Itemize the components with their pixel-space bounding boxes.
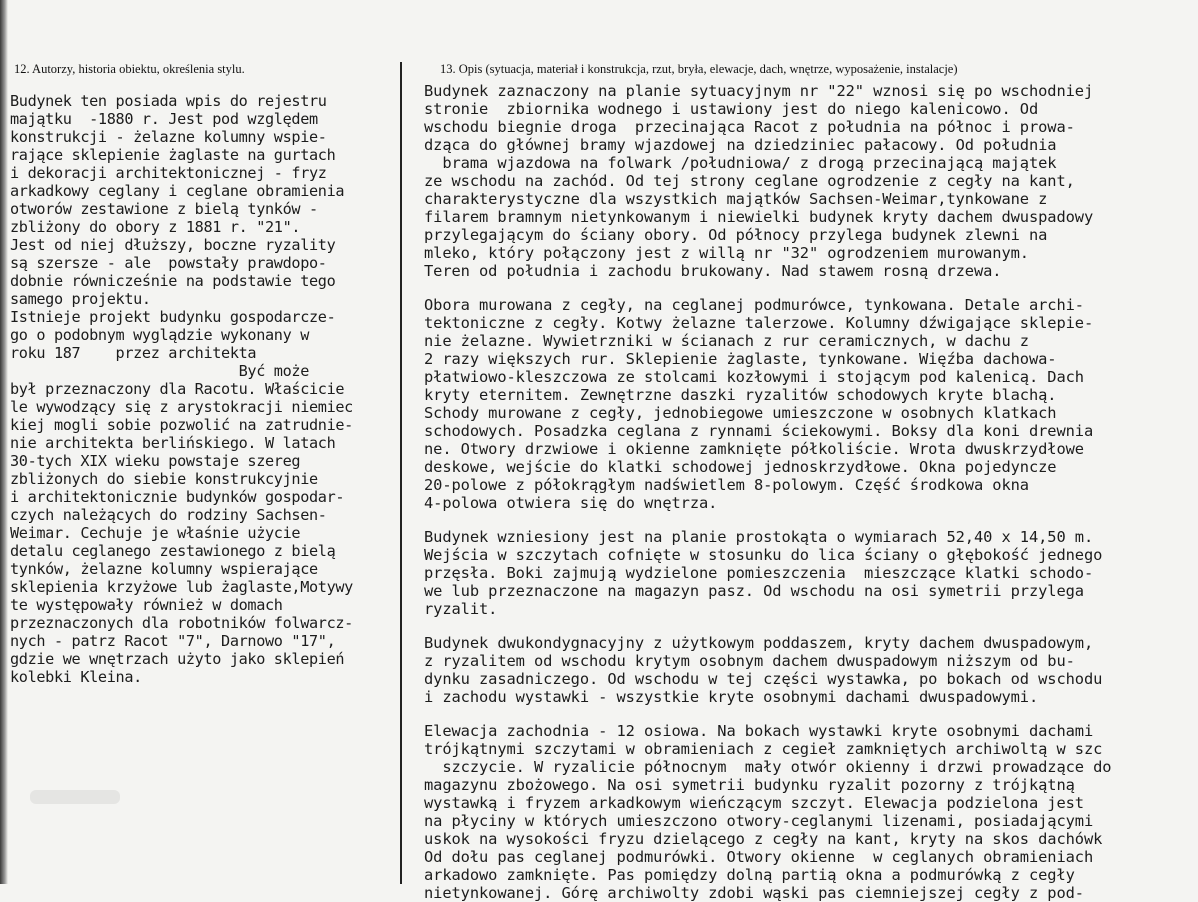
text-line: stronie zbiornika wodnego i ustawiony jest do niego kalenicowo. Od bbox=[424, 100, 1039, 118]
text-line: le wywodzący się z arystokracji niemiec bbox=[10, 398, 353, 416]
text-line: zbliżony do obory z 1881 r. "21". bbox=[10, 218, 301, 236]
text-line: przeznaczonych dla robotników folwarcz- bbox=[10, 614, 353, 632]
text-line: otworów zestawione z bielą tynków - bbox=[10, 200, 318, 218]
left-column-history-text bbox=[10, 92, 398, 686]
paragraph-gap bbox=[424, 280, 1198, 296]
paragraph bbox=[424, 296, 1198, 512]
paragraph-gap bbox=[424, 512, 1198, 528]
section-12-header: 12. Autorzy, historia obiektu, określenia stylu. bbox=[14, 62, 245, 76]
text-line: są szersze - ale powstały prawdopo- bbox=[10, 254, 327, 272]
section-13-header: 13. Opis (sytuacja, materiał i konstrukcja, rzut, bryła, elewacje, dach, wnętrze, wyposażenie, instalacje) bbox=[440, 62, 958, 76]
text-line: ryzalit. bbox=[424, 600, 498, 618]
text-line: wystawką i fryzem arkadkowym wieńczącym szczyt. Elewacja podzielona jest bbox=[424, 794, 1084, 812]
text-line: Od dołu pas ceglanej podmurówki. Otwory okienne w ceglanych obramieniach bbox=[424, 848, 1094, 866]
text-line: filarem bramnym nietynkowanym i niewielki budynek kryty dachem dwuspadowy bbox=[424, 208, 1094, 226]
text-line: kiej mogli sobie pozwolić na zatrudnie- bbox=[10, 416, 353, 434]
text-line: tektoniczne z cegły. Kotwy żelazne talerzowe. Kolumny dźwigające sklepie- bbox=[424, 314, 1094, 332]
text-line: płatwiowo-kleszczowa ze stolcami kozłowymi i stojącym pod kalenicą. Dach bbox=[424, 368, 1084, 386]
text-line: charakterystyczne dla wszystkich majątków Sachsen-Weimar,tynkowane z bbox=[424, 190, 1048, 208]
text-line: sklepienia krzyżowe lub żaglaste,Motywy bbox=[10, 578, 353, 596]
text-line: dobnie równicześnie na podstawie tego bbox=[10, 272, 336, 290]
paragraph bbox=[424, 634, 1198, 706]
text-line: Budynek dwukondygnacyjny z użytkowym poddaszem, kryty dachem dwuspadowym, bbox=[424, 634, 1094, 652]
text-line: i zachodu wystawki - wszystkie kryte osobnymi dachami dwuspadowymi. bbox=[424, 688, 1039, 706]
text-line: i dekoracji architektonicznej - fryz bbox=[10, 164, 327, 182]
text-line: 30-tych XIX wieku powstaje szereg bbox=[10, 452, 301, 470]
text-line: przylegającym do ściany obory. Od północy przylega budynek zlewni na bbox=[424, 226, 1048, 244]
right-column-description-text bbox=[424, 82, 1198, 902]
text-line: 4-polowa otwiera się do wnętrza. bbox=[424, 494, 718, 512]
text-line: i architektonicznie budynków gospodar- bbox=[10, 488, 345, 506]
text-line: te występowały również w domach bbox=[10, 596, 283, 614]
text-line: nietynkowanej. Górę archiwolty zdobi wąski pas ciemniejszej cegły z pod- bbox=[424, 884, 1084, 902]
column-divider bbox=[400, 62, 402, 884]
text-line: Jest od niej dłuższy, boczne ryzality bbox=[10, 236, 336, 254]
text-line: tynków, żelazne kolumny wspierające bbox=[10, 560, 318, 578]
text-line: Być może bbox=[10, 362, 309, 380]
text-line: arkadowo zamknięte. Pas pomiędzy dolną partią okna a podmurówką z cegły bbox=[424, 866, 1075, 884]
text-line: roku 187 przez architekta bbox=[10, 344, 257, 362]
text-line: szczycie. W ryzalicie północnym mały otwór okienny i drzwi prowadzące do bbox=[424, 758, 1112, 776]
text-line: deskowe, wejście do klatki schodowej jednoskrzydłowe. Okna pojedyncze bbox=[424, 458, 1057, 476]
text-line: go o podobnym wyglądzie wykonany w bbox=[10, 326, 309, 344]
paragraph-gap bbox=[424, 706, 1198, 722]
text-line: Budynek ten posiada wpis do rejestru bbox=[10, 92, 327, 110]
text-line: we lub przeznaczone na magazyn pasz. Od wschodu na osi symetrii przylega bbox=[424, 582, 1084, 600]
text-line: Obora murowana z cegły, na ceglanej podmurówce, tynkowana. Detale archi- bbox=[424, 296, 1084, 314]
text-line: 20-polowe z półokrągłym nadświetlem 8-polowym. Część środkowa okna bbox=[424, 476, 1029, 494]
text-line: Budynek zaznaczony na planie sytuacyjnym nr "22" wznosi się po wschodniej bbox=[424, 82, 1094, 100]
text-line: nie architekta berlińskiego. W latach bbox=[10, 434, 336, 452]
scan-edge-shadow bbox=[0, 0, 8, 884]
text-line: schodowych. Posadzka ceglana z rynnami ściekowymi. Boksy dla koni drewnia bbox=[424, 422, 1094, 440]
text-line: Budynek wzniesiony jest na planie prostokąta o wymiarach 52,40 x 14,50 m. bbox=[424, 528, 1094, 546]
text-line: na płyciny w których umieszczono otwory-ceglanymi lizenami, posiadającymi bbox=[424, 812, 1094, 830]
text-line: Elewacja zachodnia - 12 osiowa. Na bokach wystawki kryte osobnymi dachami bbox=[424, 722, 1094, 740]
text-line: samego projektu. bbox=[10, 290, 151, 308]
paragraph bbox=[424, 722, 1198, 902]
text-line: wschodu biegnie droga przecinająca Racot z południa na północ i prowa- bbox=[424, 118, 1075, 136]
text-line: dząca do głównej bramy wjazdowej na dziedziniec pałacowy. Od południa bbox=[424, 136, 1057, 154]
text-line: Schody murowane z cegły, jednobiegowe umieszczone w osobnych klatkach bbox=[424, 404, 1057, 422]
text-line: brama wjazdowa na folwark /południowa/ z drogą przecinającą majątek bbox=[424, 154, 1057, 172]
text-line: czych należących do rodziny Sachsen- bbox=[10, 506, 327, 524]
text-line: kolebki Kleina. bbox=[10, 668, 142, 686]
paragraph bbox=[424, 82, 1198, 280]
text-line: przęsła. Boki zajmują wydzielone pomieszczenia mieszczące klatki schodo- bbox=[424, 564, 1094, 582]
text-line: mleko, który połączony jest z willą nr "32" ogrodzeniem murowanym. bbox=[424, 244, 1029, 262]
text-line: z ryzalitem od wschodu krytym osobnym dachem dwuspadowym niższym od bu- bbox=[424, 652, 1075, 670]
text-line: 2 razy większych rur. Sklepienie żaglaste, tynkowane. Więźba dachowa- bbox=[424, 350, 1057, 368]
text-line: gdzie we wnętrzach użyto jako sklepień bbox=[10, 650, 345, 668]
text-line: Teren od południa i zachodu brukowany. Nad stawem rosną drzewa. bbox=[424, 262, 1002, 280]
text-line: konstrukcji - żelazne kolumny wspie- bbox=[10, 128, 327, 146]
text-line: zbliżonych do siebie konstrukcyjnie bbox=[10, 470, 318, 488]
scan-smudge bbox=[30, 790, 120, 804]
text-line: nych - patrz Racot "7", Darnowo "17", bbox=[10, 632, 336, 650]
text-line: arkadkowy ceglany i ceglane obramienia bbox=[10, 182, 345, 200]
text-line: ze wschodu na zachód. Od tej strony ceglane ogrodzenie z cegły na kant, bbox=[424, 172, 1075, 190]
text-line: nie żelazne. Wywietrzniki w ścianach z rur ceramicznych, w dachu z bbox=[424, 332, 1029, 350]
text-line: magazynu zbożowego. Na osi symetrii budynku ryzalit pozorny z trójkątną bbox=[424, 776, 1075, 794]
text-line: kryty eternitem. Zewnętrzne daszki ryzalitów schodowych kryte blachą. bbox=[424, 386, 1057, 404]
text-line: majątku -1880 r. Jest pod względem bbox=[10, 110, 318, 128]
text-line: ne. Otwory drzwiowe i okienne zamknięte półkoliście. Wrota dwuskrzydłowe bbox=[424, 440, 1084, 458]
text-line: trójkątnymi szczytami w obramieniach z cegieł zamkniętych archiwoltą w szc bbox=[424, 740, 1103, 758]
paragraph bbox=[424, 528, 1198, 618]
text-line: uskok na wysokości fryzu dzielącego z cegły na kant, kryty na skos dachówk bbox=[424, 830, 1103, 848]
text-line: Istnieje projekt budynku gospodarcze- bbox=[10, 308, 336, 326]
text-line: detalu ceglanego zestawionego z bielą bbox=[10, 542, 336, 560]
text-line: dynku zasadniczego. Od wschodu w tej części wystawka, po bokach od wschodu bbox=[424, 670, 1103, 688]
text-line: Weimar. Cechuje je właśnie użycie bbox=[10, 524, 301, 542]
text-line: Wejścia w szczytach cofnięte w stosunku do lica ściany o głębokość jednego bbox=[424, 546, 1103, 564]
text-line: rające sklepienie żaglaste na gurtach bbox=[10, 146, 336, 164]
text-line: był przeznaczony dla Racotu. Właścicie bbox=[10, 380, 345, 398]
paragraph-gap bbox=[424, 618, 1198, 634]
